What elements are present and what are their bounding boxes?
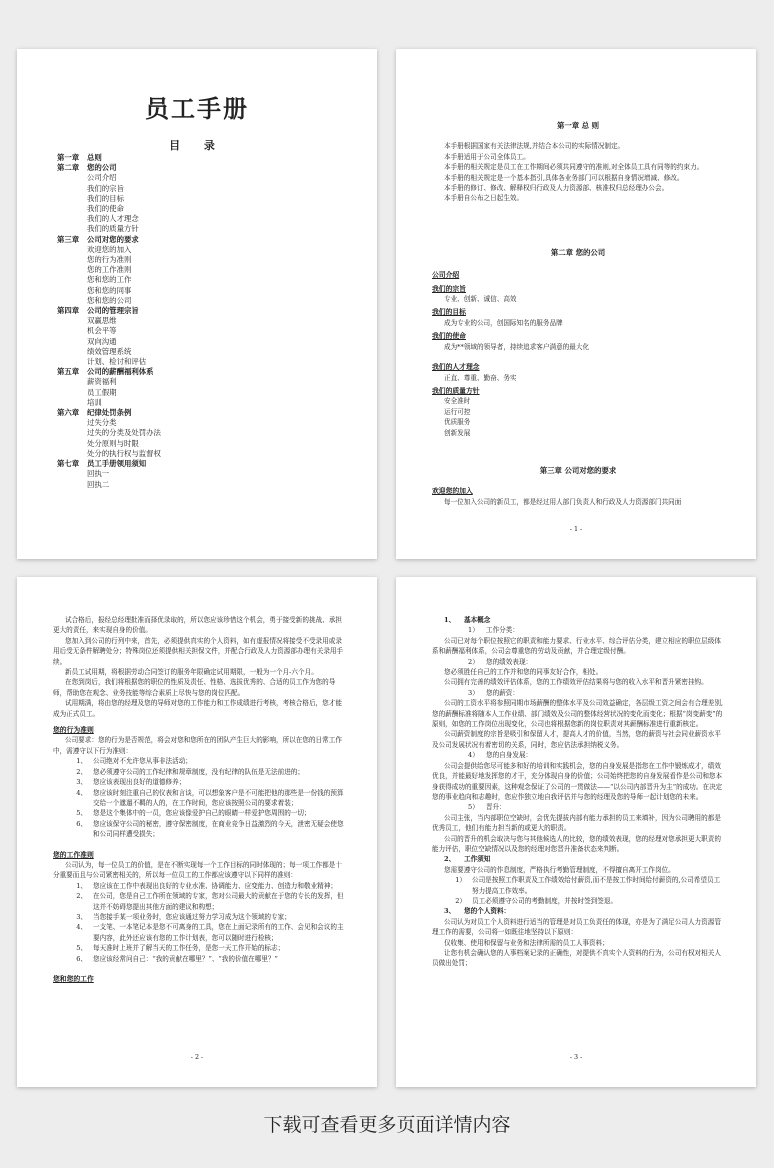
subsection-number: 5） bbox=[468, 803, 479, 812]
list-item bbox=[53, 891, 345, 912]
section-1-heading: 1、 基本概念 bbox=[444, 616, 491, 624]
list-item-number: 3、 bbox=[76, 912, 87, 921]
toc-chapter[interactable] bbox=[57, 367, 357, 377]
toc-title: 目 录 bbox=[169, 139, 225, 152]
subsection-number: 3） bbox=[468, 688, 479, 697]
toc-chapter-number: 第四章 bbox=[57, 306, 80, 316]
section-line: 安全准时 bbox=[444, 397, 471, 406]
paragraph: 本手册的相关规定是员工在工作期间必须共同遵守的准则,对全体员工具有同等的约束力。 bbox=[444, 163, 704, 172]
subsection-heading bbox=[432, 688, 724, 698]
section-line: 正直、尊重、勤奋、务实 bbox=[444, 373, 517, 382]
section-heading: 我们的人才理念 bbox=[432, 363, 480, 372]
list-item-number: 2、 bbox=[76, 892, 87, 901]
paragraph: 仅收集、使用和保留与业务和法律所需的员工人事资料； bbox=[444, 938, 609, 947]
toc-item[interactable]: 欢迎您的加入 bbox=[87, 244, 132, 254]
work-heading: 您的工作准则 bbox=[53, 850, 94, 859]
toc-item[interactable]: 您的行为准则 bbox=[87, 255, 132, 265]
toc-item[interactable]: 绩效管理系统 bbox=[87, 346, 132, 356]
toc-chapter-number: 第三章 bbox=[57, 234, 80, 244]
toc-item[interactable]: 回执一 bbox=[87, 469, 110, 479]
toc-item[interactable]: 您和您的公司 bbox=[87, 295, 132, 305]
list-item-text: 您应该经常问自己：“我的贡献在哪里？”、“我的价值在哪里？” bbox=[93, 954, 278, 963]
toc-item[interactable]: 我们的目标 bbox=[87, 193, 124, 203]
toc-chapter-title: 公司对您的要求 bbox=[87, 234, 139, 244]
last-heading: 您和您的工作 bbox=[53, 975, 94, 983]
section-2-items bbox=[432, 875, 724, 906]
paragraph: 本手册的修订、修改、解释权归行政及人力资源部、核准权归总经理办公会。 bbox=[444, 184, 669, 193]
subsection-title: 您的自身发展： bbox=[486, 751, 533, 760]
subsection-title: 工作分类： bbox=[486, 626, 519, 635]
toc-item[interactable]: 机会平等 bbox=[87, 326, 117, 336]
toc-chapter-title: 纪律处罚条例 bbox=[87, 408, 132, 418]
toc-item[interactable]: 双向沟通 bbox=[87, 336, 117, 346]
toc-item[interactable]: 过失分类 bbox=[87, 418, 117, 428]
paragraph: 试用期满，将由您的经理及您的导师对您的工作能力和工作成绩进行考核，考核合格后，您才能成为正式员工。 bbox=[53, 699, 342, 718]
toc-chapter-number: 第五章 bbox=[57, 367, 80, 377]
list-item-number: 5、 bbox=[76, 944, 87, 953]
paragraph: 您加入到公司的行列中来，首先，必须提供真实的个人资料，如有虚报情况将接受不受录用或录用后受无条件解聘处分；特殊岗位还须提供相关担保文件，并配合行政及人力资源部办理有关录用手续。 bbox=[53, 636, 344, 666]
section-heading: 我们的质量方针 bbox=[432, 386, 480, 395]
toc-item[interactable]: 我们的宗旨 bbox=[87, 183, 124, 193]
toc-chapter-title: 您的公司 bbox=[87, 163, 117, 173]
list-item-text: 您是这个集体中的一员，您应该像爱护自己的眼睛一样爱护您周围的一切； bbox=[93, 809, 311, 818]
chapter-3-paragraph: 每一位加入公司的新员工，都是经过用人部门负责人和行政及人力资源部门共同面 bbox=[444, 497, 682, 506]
list-item-text: 员工必须遵守公司的考勤制度，并按时签到签退。 bbox=[472, 896, 618, 905]
paragraph: 公司拥有完善的绩效评估体系，您的工作绩效评估结果将与您的收入水平和晋升紧密挂钩。 bbox=[444, 678, 708, 687]
page-1 bbox=[396, 49, 756, 559]
paragraph: 公司已对每个职位按照它的职责和能力要求、行业水平、综合评估分类，建立相应的职位层级体系和薪酬福利体系，公司会尊重您的劳动及贡献，并合理定级付酬。 bbox=[432, 636, 721, 656]
toc-item[interactable]: 公司介绍 bbox=[87, 173, 117, 183]
toc-item[interactable]: 我们的人才理念 bbox=[87, 214, 139, 224]
behavior-heading: 您的行为准则 bbox=[53, 726, 94, 735]
list-item-text: 在公司，您是自己工作所在领域的专家，您对公司最大的贡献在于您的专长的发挥，但这并不妨碍您提出其他方面的建议和构想； bbox=[93, 892, 344, 911]
toc-chapter[interactable] bbox=[57, 306, 357, 316]
paragraph: 公司主张，当内部职位空缺时，会优先提拔内部有能力承担的员工来填补，因为公司聘用的都是优秀员工，他们有能力担当新的或更大的职责。 bbox=[432, 813, 721, 833]
subsection-heading bbox=[432, 625, 724, 635]
list-item-number: 4、 bbox=[76, 923, 87, 932]
list-item-text: 公司是按照工作职责及工作绩效给付薪资,而不是按工作时间给付薪资的,公司希望员工努力提高工作效率。 bbox=[472, 876, 721, 895]
toc-item[interactable]: 您和您的同事 bbox=[87, 285, 132, 295]
list-item bbox=[53, 756, 345, 766]
toc-item[interactable]: 我们的使命 bbox=[87, 204, 124, 214]
page-2-body bbox=[53, 615, 345, 984]
list-item bbox=[53, 777, 345, 787]
list-item-text: 公司绝对不允许您从事非法活动； bbox=[93, 757, 192, 766]
list-item bbox=[53, 808, 345, 818]
work-intro: 公司认为，每一位员工的价值，是在不断实现每一个工作目标的同时体现的；每一项工作都是十分重要而且与公司紧密相关的，所以每一位员工的工作都应该遵守以下同样的准则： bbox=[53, 860, 342, 880]
section-heading: 公司介绍 bbox=[432, 271, 460, 280]
page-number: - 1 - bbox=[569, 525, 583, 533]
section bbox=[432, 270, 724, 280]
page-3 bbox=[396, 577, 756, 1087]
section bbox=[432, 307, 724, 328]
toc-item[interactable]: 处分原则与时限 bbox=[87, 438, 139, 448]
list-item-number: 2、 bbox=[76, 767, 87, 776]
behavior-list bbox=[53, 756, 345, 839]
subsection-title: 晋升： bbox=[486, 803, 506, 812]
paragraph: 本手册根据国家有关法律法规,并结合本公司的实际情况制定。 bbox=[444, 142, 625, 151]
list-item-text: 您必须遵守公司的工作纪律和规章制度，没有纪律的队伍是无法前进的； bbox=[93, 767, 304, 776]
paragraph: 本手册适用于公司全体员工。 bbox=[444, 152, 530, 161]
intro-paragraphs bbox=[53, 615, 345, 719]
behavior-intro: 公司要求：您的行为是否规范，将会对您和您所在的团队产生巨大的影响，所以在您的日常工作中，需遵守以下行为准则： bbox=[53, 736, 342, 755]
list-item bbox=[53, 912, 345, 922]
list-item-number: 1、 bbox=[76, 757, 87, 766]
section bbox=[432, 386, 724, 438]
paragraph: 公司的工资水平将参照同期市场薪酬的整体水平及公司效益确定，各层级工资之间会有合理差别,您的薪酬标准将随本人工作业绩、部门绩效及公司的整体经营状况的变化而变化；根据“岗变薪变”的原则，如您的工作岗位出现变化，公司也将根据您新的岗位职责对其薪酬标准进行重新核定。 bbox=[432, 699, 724, 729]
toc-chapter-title: 公司的管理宗旨 bbox=[87, 306, 139, 316]
subsection-title: 您的薪资： bbox=[486, 688, 519, 697]
section-3-paragraphs bbox=[432, 917, 724, 969]
paragraph: 本手册自公布之日起生效。 bbox=[444, 194, 524, 203]
section-line: 成为专业的公司，创国际知名的服务品牌 bbox=[444, 318, 563, 327]
section-line: 优质服务 bbox=[444, 418, 471, 427]
toc-item[interactable]: 我们的质量方针 bbox=[87, 224, 139, 234]
paragraph: 公司薪资制度的宗旨是吸引和保留人才，提高人才的价值，当然，您的薪资与社会同业薪资水平及公司发展状况有着密切的关系，同时，您应估法承担纳税义务。 bbox=[432, 730, 721, 749]
list-item bbox=[53, 881, 345, 891]
chapter-1-paragraphs bbox=[432, 141, 724, 203]
download-prompt[interactable]: 下载可查看更多页面详情内容 bbox=[263, 1114, 511, 1136]
toc-chapter[interactable] bbox=[57, 459, 357, 469]
section-heading: 我们的宗旨 bbox=[432, 284, 466, 293]
subsection-title: 您的绩效表现： bbox=[486, 657, 533, 666]
list-item-number: 4、 bbox=[76, 788, 87, 797]
list-item-number: 1） bbox=[455, 876, 466, 885]
list-item-number: 1、 bbox=[76, 881, 87, 890]
list-item-number: 6、 bbox=[76, 954, 87, 963]
toc-chapter-number: 第二章 bbox=[57, 163, 80, 173]
section-2-heading: 2、 工作须知 bbox=[444, 855, 491, 864]
paragraph: 公司会提供给您尽可能多和好的培训和实践机会，您的自身发展是指您在工作中锻炼成才，绩效优良，并能最好地发挥您的才干，充分体现自身的价值；公司始终把您的自身发展看作是公司和您本身获得成功的重要因素，这种观念保证了公司的一贯做法——“以公司内部晋升为主”的成功。在决定您的事业趋向和志趣时，您应作独立地自我评估并与您的经理及您的导师一起计划您的未来。 bbox=[432, 761, 723, 801]
toc-chapter[interactable] bbox=[57, 153, 357, 163]
subsection-heading bbox=[432, 657, 724, 667]
list-item bbox=[53, 767, 345, 777]
toc-item[interactable]: 计划、检讨和评估 bbox=[87, 357, 147, 367]
toc-chapter-title: 公司的薪酬福利体系 bbox=[87, 367, 154, 377]
subsection-number: 1） bbox=[468, 626, 479, 635]
paragraph: 新员工试用期，将根据劳动合同签订的服务年限确定试用期限，一般为一个月-六个月。 bbox=[65, 668, 318, 677]
toc-item[interactable]: 双赢思维 bbox=[87, 316, 117, 326]
section bbox=[432, 362, 724, 383]
page-3-body bbox=[432, 615, 724, 969]
list-item bbox=[53, 788, 345, 809]
section-3-heading: 3、 您的个人资料： bbox=[444, 907, 511, 916]
section bbox=[432, 284, 724, 305]
toc-item[interactable]: 培训 bbox=[87, 397, 102, 407]
page-1-body bbox=[432, 121, 724, 507]
table-of-contents bbox=[57, 153, 357, 490]
handbook-title: 员工手册 bbox=[145, 94, 249, 123]
toc-item[interactable]: 回执二 bbox=[87, 479, 110, 489]
toc-chapter-title: 总则 bbox=[87, 153, 102, 162]
toc-chapter[interactable] bbox=[57, 235, 357, 245]
list-item-text: 您应该在工作中表现出良好的专业水准、协调能力、应变能力、创造力和敬业精神； bbox=[93, 881, 337, 890]
list-item-number: 3、 bbox=[76, 778, 87, 787]
paragraph: 您必须胜任自己的工作并和您的同事友好合作，相处。 bbox=[444, 668, 603, 677]
toc-chapter-title: 员工手册领用须知 bbox=[87, 459, 147, 469]
page-number: - 2 - bbox=[190, 1053, 204, 1061]
subsection-heading bbox=[432, 750, 724, 760]
paragraph: 让您有机会确认您的人事档案记录的正确性，对提供不真实个人资料的行为，公司有权对相关人员做出处罚； bbox=[432, 949, 721, 968]
chapter-2-title: 第二章 您的公司 bbox=[550, 247, 606, 257]
toc-chapter[interactable] bbox=[57, 163, 357, 173]
chapter-3-subheading: 欢迎您的加入 bbox=[432, 487, 473, 496]
list-item bbox=[432, 896, 724, 906]
subsection-number: 2） bbox=[468, 657, 479, 666]
paragraph: 公司的晋升的机会取决与您与其他候选人的比较，您的绩效表现，您的经理对您承担更大职责的能力评估，职位空缺情况以及您的经理对您晋升准备状态来判断。 bbox=[432, 834, 721, 853]
toc-item[interactable]: 处分的执行权与监督权 bbox=[87, 448, 161, 458]
toc-chapter[interactable] bbox=[57, 408, 357, 418]
section-2-intro: 您需要遵守公司的作息制度，严格执行考勤管理制度，不得擅自离开工作岗位。 bbox=[444, 865, 675, 874]
toc-chapter-number: 第六章 bbox=[57, 408, 80, 418]
subsection-number: 4） bbox=[468, 751, 479, 760]
paragraph: 在您到岗后，我们将根据您的职位的性质及责任、性格、选拔优秀的、合适的员工作为您的导师，帮助您在观念、业务技能等综合素质上尽快与您的岗位匹配。 bbox=[53, 678, 336, 697]
list-item bbox=[53, 819, 345, 840]
toc-item[interactable]: 您和您的工作 bbox=[87, 275, 132, 285]
page-number: - 3 - bbox=[569, 1053, 583, 1061]
section-line: 创新发展 bbox=[444, 428, 471, 437]
list-item-text: 您应该表现出良好的道德修养； bbox=[93, 778, 186, 787]
page-cover-toc bbox=[17, 49, 377, 559]
section bbox=[432, 331, 724, 352]
list-item-number: 2） bbox=[455, 896, 466, 905]
work-list bbox=[53, 881, 345, 964]
paragraph: 本手册的相关规定是一个基本指引,具体各业务部门可以根据自身情况增减、修改。 bbox=[444, 173, 684, 182]
chapter-1-title: 第一章 总 则 bbox=[556, 121, 600, 130]
chapter-3-title: 第三章 公司对您的要求 bbox=[539, 465, 617, 475]
section-line: 运行可控 bbox=[444, 407, 471, 416]
paragraph: 公司认为对员工个人资料进行适当的管理是对员工负责任的体现，亦是为了满足公司人力资源管理工作的需要，公司将一如既往地坚持以下原则： bbox=[432, 917, 721, 937]
list-item-text: 您应该时刻注重自己的仪表和言谈，可以想象客户是不可能把他的那些是一份钱的预算交给一个邋遢不羁的人的，在工作时间，您应该按照公司的要求着装； bbox=[93, 788, 344, 807]
subsection-heading bbox=[432, 802, 724, 812]
section-line: 专业、创新、诚信、高效 bbox=[444, 295, 517, 304]
list-item-number: 6、 bbox=[76, 819, 87, 828]
chapter-2-sections bbox=[432, 270, 724, 438]
toc-item[interactable]: 过失的分类及处罚办法 bbox=[87, 428, 161, 438]
section-heading: 我们的目标 bbox=[432, 308, 466, 317]
list-item-number: 5、 bbox=[76, 809, 87, 818]
list-item bbox=[53, 943, 345, 953]
page-2 bbox=[17, 577, 377, 1087]
list-item-text: 您应该保守公司的秘密，遵守保密制度，在商业竞争日益激烈的今天，泄密无疑会使您和公司同样遭受损失； bbox=[93, 819, 344, 839]
list-item bbox=[53, 922, 345, 943]
section-line: 成为**领域的领导者，持续追求客户满意的最大化 bbox=[444, 342, 590, 351]
toc-chapter-number: 第七章 bbox=[57, 459, 80, 469]
toc-item[interactable]: 您的工作准则 bbox=[87, 265, 132, 275]
toc-item[interactable]: 员工假期 bbox=[87, 387, 117, 397]
list-item bbox=[432, 875, 724, 896]
list-item-text: 当您接手某一项业务时，您应该通过努力学习成为这个领域的专家； bbox=[93, 912, 291, 921]
list-item-text: 每天准时上班并了解当天的工作任务，是您一天工作开始的标志； bbox=[93, 944, 285, 953]
toc-chapter-number: 第一章 bbox=[57, 153, 80, 162]
paragraph: 试合格后，报经总经理批准而择优录取的，所以您应该珍惜这个机会，勇于接受新的挑战、承担更大的责任，来实现自身的价值。 bbox=[53, 616, 342, 635]
list-item-text: 一支笔、一本笔记本是您不可离身的工具，您在上面记录所有的工作、会见和会议的主要内容，此外还应该有您的工作计划表，您可以随时进行检核； bbox=[93, 923, 344, 942]
section-1-items bbox=[432, 625, 724, 854]
list-item bbox=[53, 954, 345, 964]
section-heading: 我们的使命 bbox=[432, 332, 466, 341]
toc-item[interactable]: 薪资福利 bbox=[87, 377, 117, 387]
